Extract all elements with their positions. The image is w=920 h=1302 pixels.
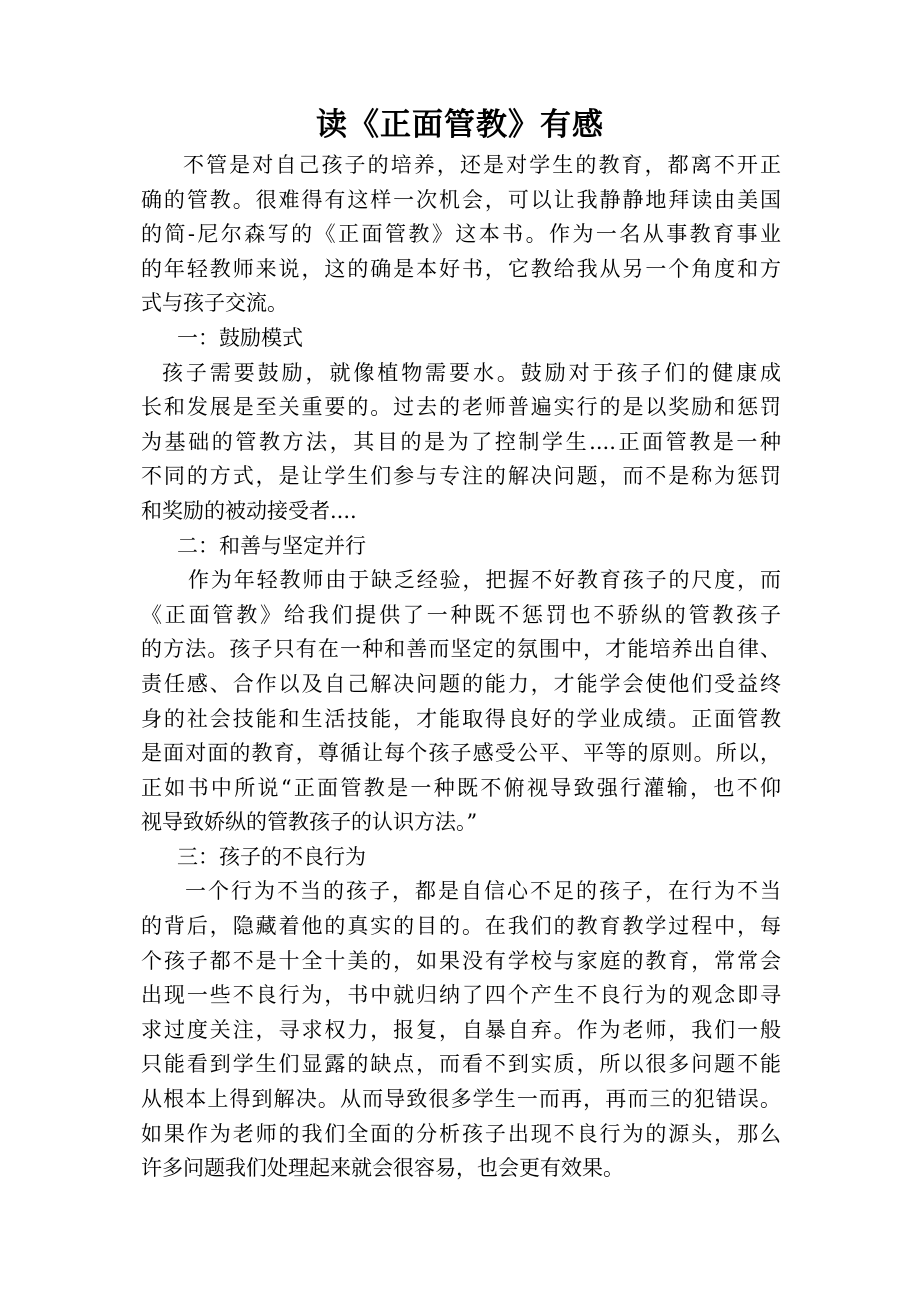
paragraph-line: 不同的方式，是让学生们参与专注的解决问题，而不是称为惩罚	[141, 464, 781, 489]
paragraph-line: 的简-尼尔森写的《正面管教》这本书。作为一名从事教育事业	[141, 222, 781, 247]
paragraph-line: 为基础的管教方法，其目的是为了控制学生....正面管教是一种	[141, 429, 781, 454]
paragraph-line: 不管是对自己孩子的培养，还是对学生的教育，都离不开正	[183, 153, 781, 177]
paragraph-line: 确的管教。很难得有这样一次机会，可以让我静静地拜读由美国	[141, 187, 781, 212]
paragraph-line: 如果作为老师的我们全面的分析孩子出现不良行为的源头，那么	[141, 1121, 781, 1146]
document-title: 读《正面管教》有感	[316, 107, 604, 143]
paragraph-line: 的方法。孩子只有在一种和善而坚定的氛围中，才能培养出自律、	[141, 637, 781, 662]
paragraph-line: 《正面管教》给我们提供了一种既不惩罚也不骄纵的管教孩子	[141, 602, 781, 627]
paragraph-line: 正如书中所说“正面管教是一种既不俯视导致强行灌输，也不仰	[141, 775, 781, 800]
paragraph-line: 视导致娇纵的管教孩子的认识方法。”	[141, 810, 478, 835]
paragraph-line: 和奖励的被动接受者....	[141, 498, 357, 523]
document-body	[141, 148, 781, 1186]
paragraph-line: 是面对面的教育，尊循让每个孩子感受公平、平等的原则。所以，	[141, 741, 781, 766]
paragraph-line: 个孩子都不是十全十美的，如果没有学校与家庭的教育，常常会	[141, 948, 781, 973]
section-heading: 一：鼓励模式	[177, 325, 303, 350]
paragraph-line: 长和发展是至关重要的。过去的老师普遍实行的是以奖励和惩罚	[141, 395, 781, 420]
paragraph-line: 作为年轻教师由于缺乏经验，把握不好教育孩子的尺度，而	[188, 568, 781, 593]
paragraph-line: 孩子需要鼓励，就像植物需要水。鼓励对于孩子们的健康成	[162, 360, 781, 385]
paragraph-line: 的年轻教师来说，这的确是本好书，它教给我从另一个角度和方	[141, 256, 781, 281]
paragraph-line: 出现一些不良行为，书中就归纳了四个产生不良行为的观念即寻	[141, 983, 781, 1008]
paragraph-line: 责任感、合作以及自己解决问题的能力，才能学会使他们受益终	[141, 671, 781, 696]
paragraph-line: 从根本上得到解决。从而导致很多学生一而再，再而三的犯错误。	[141, 1087, 781, 1112]
paragraph-line: 的背后，隐藏着他的真实的目的。在我们的教育教学过程中，每	[141, 914, 781, 939]
paragraph-line: 身的社会技能和生活技能，才能取得良好的学业成绩。正面管教	[141, 706, 781, 731]
section-heading: 二：和善与坚定并行	[177, 533, 366, 558]
section-heading: 三：孩子的不良行为	[177, 844, 366, 869]
paragraph-line: 求过度关注，寻求权力，报复，自暴自弃。作为老师，我们一般	[141, 1017, 781, 1042]
paragraph-line: 许多问题我们处理起来就会很容易，也会更有效果。	[141, 1156, 624, 1181]
paragraph-line: 式与孩子交流。	[141, 291, 288, 316]
paragraph-line: 只能看到学生们显露的缺点，而看不到实质，所以很多问题不能	[141, 1052, 781, 1077]
paragraph-line: 一个行为不当的孩子，都是自信心不足的孩子，在行为不当	[185, 879, 781, 904]
